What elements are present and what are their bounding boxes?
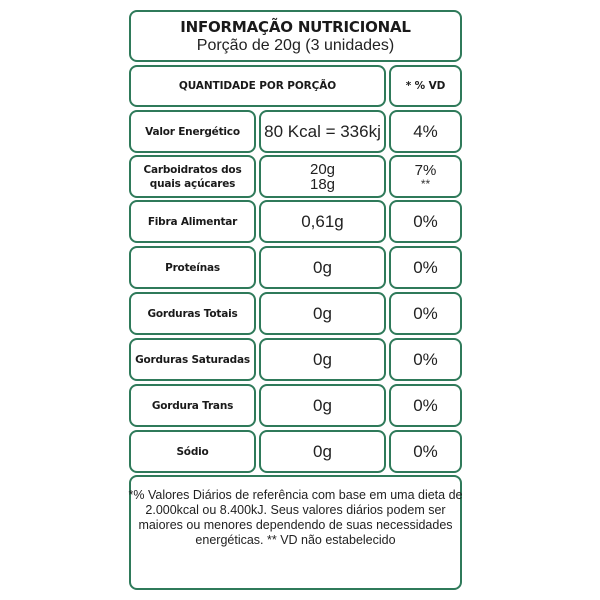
dv-header-label: * % VD — [405, 80, 446, 92]
row-fiber-label — [129, 200, 256, 243]
nutrient-label: Sódio — [176, 445, 209, 458]
nutrient-label: Gordura Trans — [151, 399, 234, 412]
row-sodium-label — [129, 430, 256, 473]
nutrient-dv: 0% — [413, 304, 438, 323]
nutrient-label: Gorduras Saturadas — [135, 353, 250, 366]
row-saturated-fat-label — [129, 338, 256, 381]
serving-size: Porção de 20g (3 unidades) — [196, 36, 395, 54]
nutrient-dv: 4% — [413, 122, 438, 141]
nutrition-title-box — [129, 10, 462, 62]
quantity-header-label: QUANTIDADE POR PORÇÃO — [178, 80, 337, 92]
row-protein-dv — [389, 246, 462, 289]
row-trans-fat-label — [129, 384, 256, 427]
row-trans-fat-dv — [389, 384, 462, 427]
row-carbs-label — [129, 155, 256, 198]
nutrient-label: Proteínas — [165, 261, 220, 274]
footnote-text: *% Valores Diários de referência com base em uma dieta de 2.000kcal ou 8.400kJ. Seus valores diários podem ser maiores ou menores dependendo de suas necessidades energéticas. ** VD não estabelecido — [128, 488, 463, 547]
nutrient-dv: 0% — [413, 442, 438, 461]
row-total-fat-dv — [389, 292, 462, 335]
nutrient-value: 0g — [313, 396, 332, 415]
nutrient-dv: 0% — [413, 396, 438, 415]
nutrient-value: 0g — [313, 350, 332, 369]
nutrient-dv: 0% — [413, 350, 438, 369]
nutrition-title: INFORMAÇÃO NUTRICIONAL — [180, 17, 411, 36]
row-trans-fat-value — [259, 384, 386, 427]
row-energy-label — [129, 110, 256, 153]
quantity-header — [129, 65, 386, 107]
nutrient-label: Carboidratos dos — [143, 163, 242, 176]
row-carbs-dv — [389, 155, 462, 198]
row-total-fat-value — [259, 292, 386, 335]
nutrient-sublabel: quais açúcares — [149, 177, 236, 190]
nutrient-value: 0g — [313, 258, 332, 277]
nutrient-dv: 7% — [414, 162, 437, 179]
nutrient-dv: 0% — [413, 258, 438, 277]
row-saturated-fat-value — [259, 338, 386, 381]
nutrient-value: 0g — [313, 442, 332, 461]
row-sodium-value — [259, 430, 386, 473]
row-protein-value — [259, 246, 386, 289]
nutrient-value: 0,61g — [301, 212, 344, 231]
footnote-box — [129, 475, 462, 590]
nutrient-dv: 0% — [413, 212, 438, 231]
dv-header — [389, 65, 462, 107]
nutrient-label: Valor Energético — [145, 125, 240, 138]
row-protein-label — [129, 246, 256, 289]
nutrient-subvalue: 18g — [309, 175, 336, 193]
nutrient-value: 20g — [309, 160, 336, 178]
nutrient-label: Fibra Alimentar — [147, 215, 238, 228]
row-carbs-value — [259, 155, 386, 198]
row-total-fat-label — [129, 292, 256, 335]
nutrient-value: 80 Kcal = 336kj — [264, 122, 381, 141]
row-energy-value — [259, 110, 386, 153]
row-fiber-value — [259, 200, 386, 243]
row-sodium-dv — [389, 430, 462, 473]
nutrient-label: Gorduras Totais — [147, 307, 238, 320]
row-saturated-fat-dv — [389, 338, 462, 381]
row-fiber-dv — [389, 200, 462, 243]
nutrient-subdv: ** — [420, 177, 431, 191]
row-energy-dv — [389, 110, 462, 153]
nutrient-value: 0g — [313, 304, 332, 323]
